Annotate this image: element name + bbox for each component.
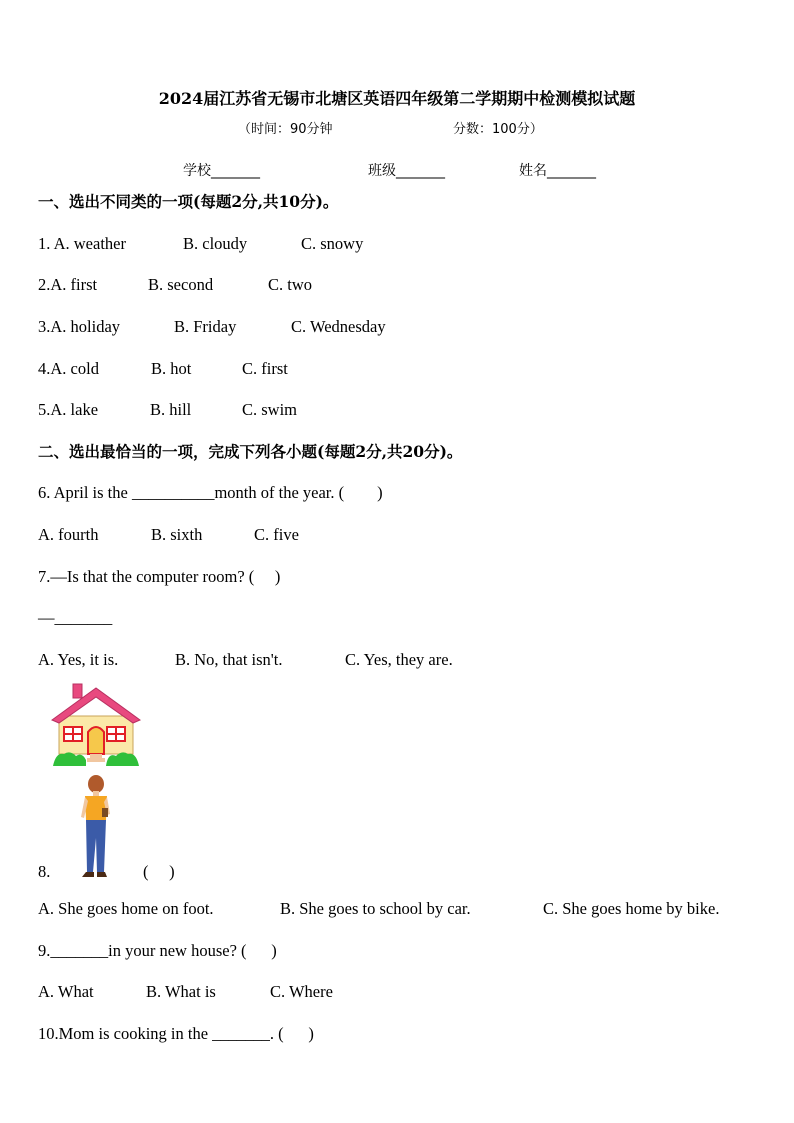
- option-b: B. hill: [150, 400, 192, 419]
- question-8-paren: ( ): [143, 862, 175, 881]
- exam-time: （时间：90分钟: [238, 122, 333, 137]
- exam-score: 分数：100分）: [453, 122, 543, 137]
- option-c: C. snowy: [301, 234, 364, 253]
- option-c: C. Yes, they are.: [345, 650, 453, 669]
- girl-walking-icon: [81, 775, 110, 877]
- option-a: 3.A. holiday: [38, 317, 121, 336]
- section-2-heading: 二、选出最恰当的一项，完成下列各小题(每题2分,共20分)。: [38, 442, 463, 461]
- option-a: A. She goes home on foot.: [38, 899, 214, 918]
- option-c: C. Wednesday: [291, 317, 386, 336]
- option-b: B. No, that isn't.: [175, 650, 283, 669]
- option-a: 2.A. first: [38, 275, 98, 294]
- option-a: 5.A. lake: [38, 400, 99, 419]
- name-field: 姓名_______: [519, 163, 596, 179]
- option-b: B. cloudy: [183, 234, 248, 253]
- question-7-answer-line: —_______: [38, 608, 113, 627]
- option-b: B. sixth: [151, 525, 203, 544]
- option-a: A. fourth: [38, 525, 99, 544]
- school-field: 学校_______: [183, 163, 260, 179]
- house-and-girl-illustration: [50, 680, 142, 880]
- question-9-stem: 9._______in your new house? ( ): [38, 941, 277, 960]
- option-b: B. She goes to school by car.: [280, 899, 471, 918]
- option-b: B. second: [148, 275, 214, 294]
- section-1-heading: 一、选出不同类的一项(每题2分,共10分)。: [38, 192, 339, 211]
- option-a: A. What: [38, 982, 94, 1001]
- option-c: C. She goes home by bike.: [543, 899, 720, 918]
- option-c: C. Where: [270, 982, 333, 1001]
- option-c: C. two: [268, 275, 313, 294]
- option-c: C. five: [254, 525, 299, 544]
- house-icon: [52, 684, 140, 766]
- option-b: B. Friday: [174, 317, 237, 336]
- option-b: B. What is: [146, 982, 216, 1001]
- exam-title: 2024届江苏省无锡市北塘区英语四年级第二学期期中检测模拟试题: [158, 89, 636, 108]
- option-a: A. Yes, it is.: [38, 650, 119, 669]
- question-10-stem: 10.Mom is cooking in the _______. ( ): [38, 1024, 314, 1043]
- option-b: B. hot: [151, 359, 192, 378]
- question-6-stem: 6. April is the __________month of the year. ( ): [38, 483, 383, 502]
- question-7-stem: 7.—Is that the computer room? ( ): [38, 567, 281, 586]
- option-c: C. first: [242, 359, 288, 378]
- option-a: 1. A. weather: [38, 234, 126, 253]
- class-field: 班级_______: [368, 163, 445, 179]
- question-8-number: 8.: [38, 862, 51, 881]
- option-c: C. swim: [242, 400, 298, 419]
- option-a: 4.A. cold: [38, 359, 99, 378]
